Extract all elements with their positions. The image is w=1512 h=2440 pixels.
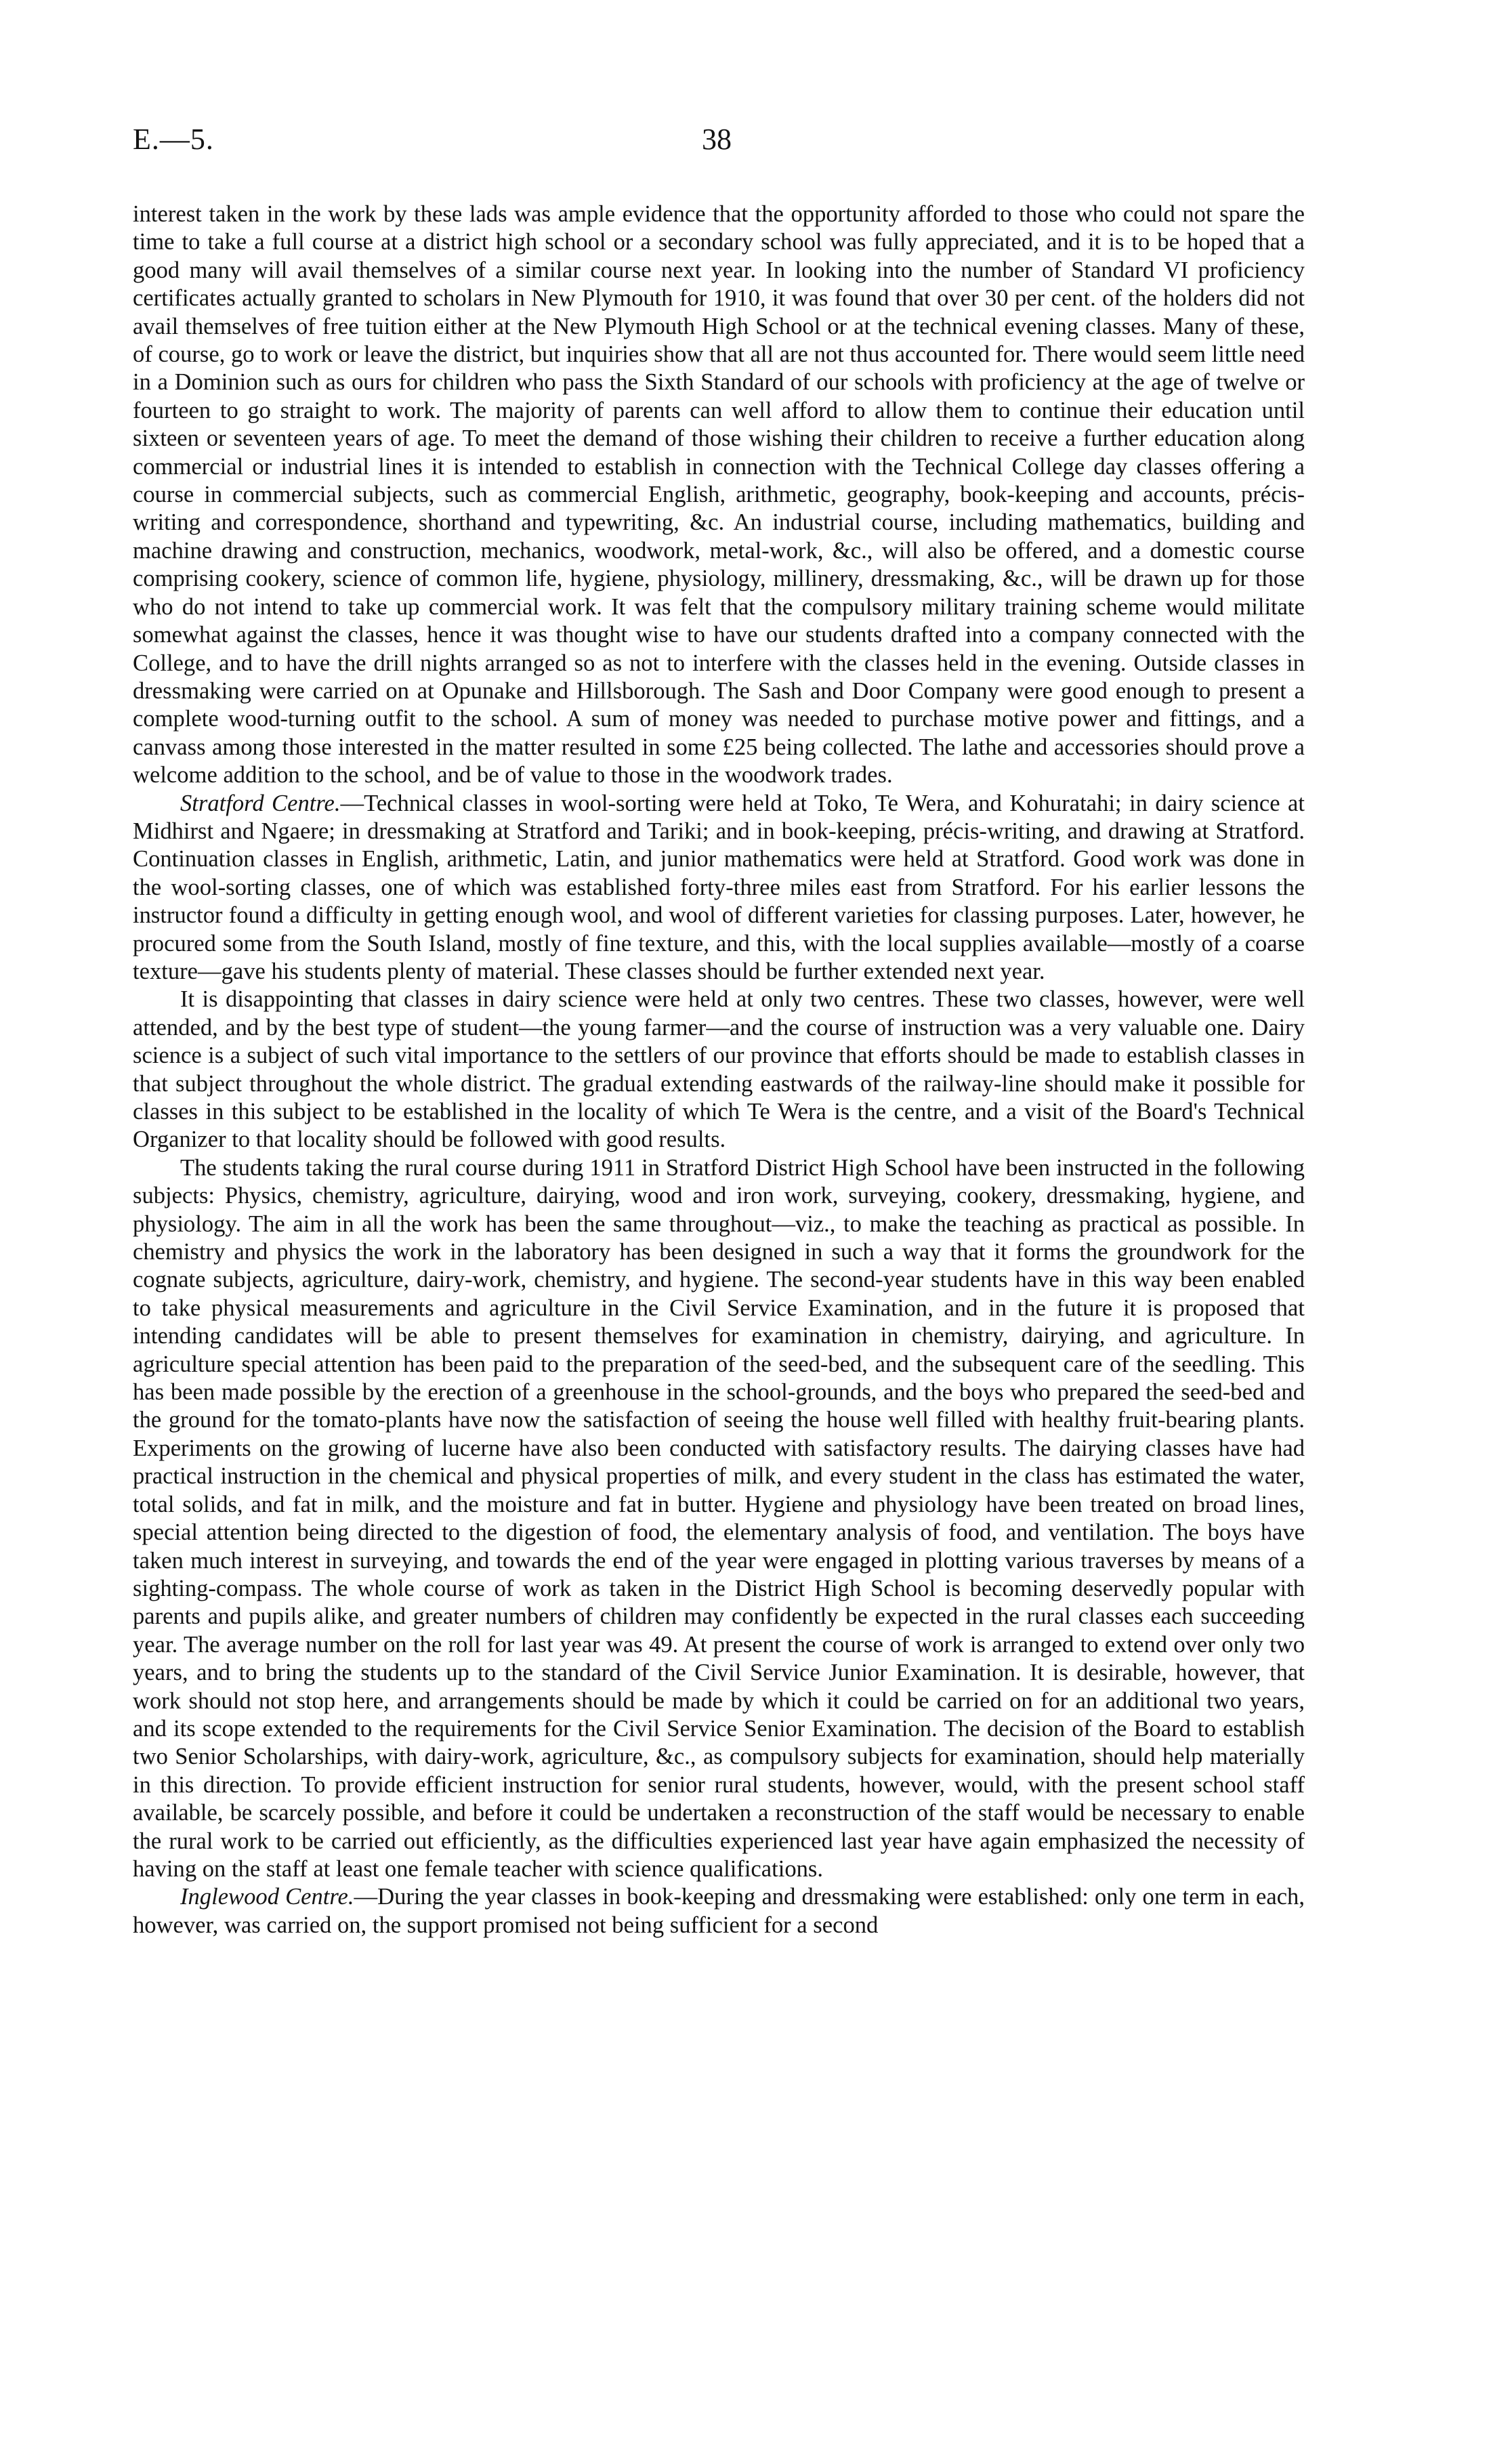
- report-reference: E.—5.: [133, 123, 214, 156]
- page-number: 38: [702, 123, 732, 156]
- body-text: [133, 201, 1305, 1939]
- paragraph-continued: [133, 201, 1305, 790]
- paragraph-rural-course: [133, 1154, 1305, 1884]
- paragraph-text: It is disappointing that classes in dairy science were held at only two centres. These two classes, however, were well attended, and by the best type of student—the young farmer—and the course of instruction was a very valuable one. Dairy science is a subject of such vital importance to the settlers of our province that efforts should be made to establish classes in that subject throughout the whole district. The gradual extending eastwards of the railway-line should make it possible for classes in this subject to be established in the locality of which Te Wera is the centre, and a visit of the Board's Technical Organizer to that locality should be followed with good results.: [133, 986, 1305, 1153]
- paragraph-text: interest taken in the work by these lads was ample evidence that the opportunity afforded to those who could not spare the time to take a full course at a district high school or a secondary school was fully appreciated, and it is to be hoped that a good many will avail themselves of a similar course next year. In looking into the number of Standard VI proficiency certificates actually granted to scholars in New Plymouth for 1910, it was found that over 30 per cent. of the holders did not avail themselves of free tuition either at the New Plymouth High School or at the technical evening classes. Many of these, of course, go to work or leave the district, but inquiries show that all are not thus accounted for. There would seem little need in a Dominion such as ours for children who pass the Sixth Standard of our schools with proficiency at the age of twelve or fourteen to go straight to work. The majority of parents can well afford to allow them to continue their education until sixteen or seventeen years of age. To meet the demand of those wishing their children to receive a further education along commercial or industrial lines it is intended to establish in connection with the Technical College day classes offering a course in commercial subjects, such as commercial English, arithmetic, geography, book-keeping and accounts, précis-writing and correspondence, shorthand and typewriting, &c. An industrial course, including mathematics, building and machine drawing and construction, mechanics, woodwork, metal-work, &c., will also be offered, and a domestic course comprising cookery, science of common life, hygiene, physiology, millinery, dressmaking, &c., will be drawn up for those who do not intend to take up commercial work. It was felt that the compulsory military training scheme would militate somewhat against the classes, hence it was thought wise to have our students drafted into a company connected with the College, and to have the drill nights arranged so as not to interfere with the classes held in the evening. Outside classes in dressmaking were carried on at Opunake and Hillsborough. The Sash and Door Company were good enough to present a complete wood-turning outfit to the school. A sum of money was needed to purchase motive power and fittings, and a canvass among those interested in the matter resulted in some £25 being collected. The lathe and accessories should prove a welcome addition to the school, and be of value to those in the woodwork trades.: [133, 201, 1305, 788]
- paragraph-dairy-science: [133, 986, 1305, 1154]
- section-heading-inglewood: Inglewood Centre.: [180, 1884, 354, 1910]
- paragraph-text: The students taking the rural course during 1911 in Stratford District High School have been instructed in the following subjects: Physics, chemistry, agriculture, dairying, wood and iron work, surveying, cookery, dressmaking, hygiene, and physiology. The aim in all the work has been the same throughout—viz., to make the teaching as practical as possible. In chemistry and physics the work in the laboratory has been designed in such a way that it forms the groundwork for the cognate subjects, agriculture, dairy-work, chemistry, and hygiene. The second-year students have in this way been enabled to take physical measurements and agriculture in the Civil Service Examination, and in the future it is proposed that intending candidates will be able to present themselves for examination in chemistry, dairying, and agriculture. In agriculture special attention has been paid to the preparation of the seed-bed, and the subsequent care of the seedling. This has been made possible by the erection of a greenhouse in the school-grounds, and the boys who prepared the seed-bed and the ground for the tomato-plants have now the satisfaction of seeing the house well filled with healthy fruit-bearing plants. Experiments on the growing of lucerne have also been conducted with satisfactory results. The dairying classes have had practical instruction in the chemical and physical properties of milk, and every student in the class has estimated the water, total solids, and fat in milk, and the moisture and fat in butter. Hygiene and physiology have been treated on broad lines, special attention being directed to the digestion of food, the elementary analysis of food, and ventilation. The boys have taken much interest in surveying, and towards the end of the year were engaged in plotting various traverses by means of a sighting-compass. The whole course of work as taken in the District High School is becoming deservedly popular with parents and pupils alike, and greater numbers of children may confidently be expected in the rural classes each succeeding year. The average number on the roll for last year was 49. At present the course of work is arranged to extend over only two years, and to bring the students up to the standard of the Civil Service Junior Examination. It is desirable, however, that work should not stop here, and arrangements should be made by which it could be carried on for an additional two years, and its scope extended to the requirements for the Civil Service Senior Examination. The decision of the Board to establish two Senior Scholarships, with dairy-work, agriculture, &c., as compulsory subjects for examination, should help materially in this direction. To provide efficient instruction for senior rural students, however, would, with the present school staff available, be scarcely possible, and before it could be undertaken a reconstruction of the staff would be necessary to enable the rural work to be carried out efficiently, as the difficulties experienced last year have again emphasized the necessity of having on the staff at least one female teacher with science qualifications.: [133, 1154, 1305, 1882]
- paragraph-inglewood-centre: [133, 1883, 1305, 1939]
- paragraph-stratford-centre: [133, 790, 1305, 986]
- section-heading-stratford: Stratford Centre.: [180, 790, 341, 816]
- paragraph-text: —Technical classes in wool-sorting were held at Toko, Te Wera, and Kohuratahi; in dairy science at Midhirst and Ngaere; in dressmaking at Stratford and Tariki; and in book-keeping, précis-writing, and drawing at Stratford. Continuation classes in English, arithmetic, Latin, and junior mathematics were held at Stratford. Good work was done in the wool-sorting classes, one of which was established forty-three miles east from Stratford. For his earlier lessons the instructor found a difficulty in getting enough wool, and wool of different varieties for classing purposes. Later, however, he procured some from the South Island, mostly of fine texture, and this, with the local supplies available—mostly of a coarse texture—gave his students plenty of material. These classes should be further extended next year.: [133, 790, 1305, 984]
- page-header: [133, 122, 1305, 169]
- paragraph-text: —During the year classes in book-keeping and dressmaking were established: only one term in each, however, was carried on, the support promised not being sufficient for a second: [133, 1884, 1305, 1938]
